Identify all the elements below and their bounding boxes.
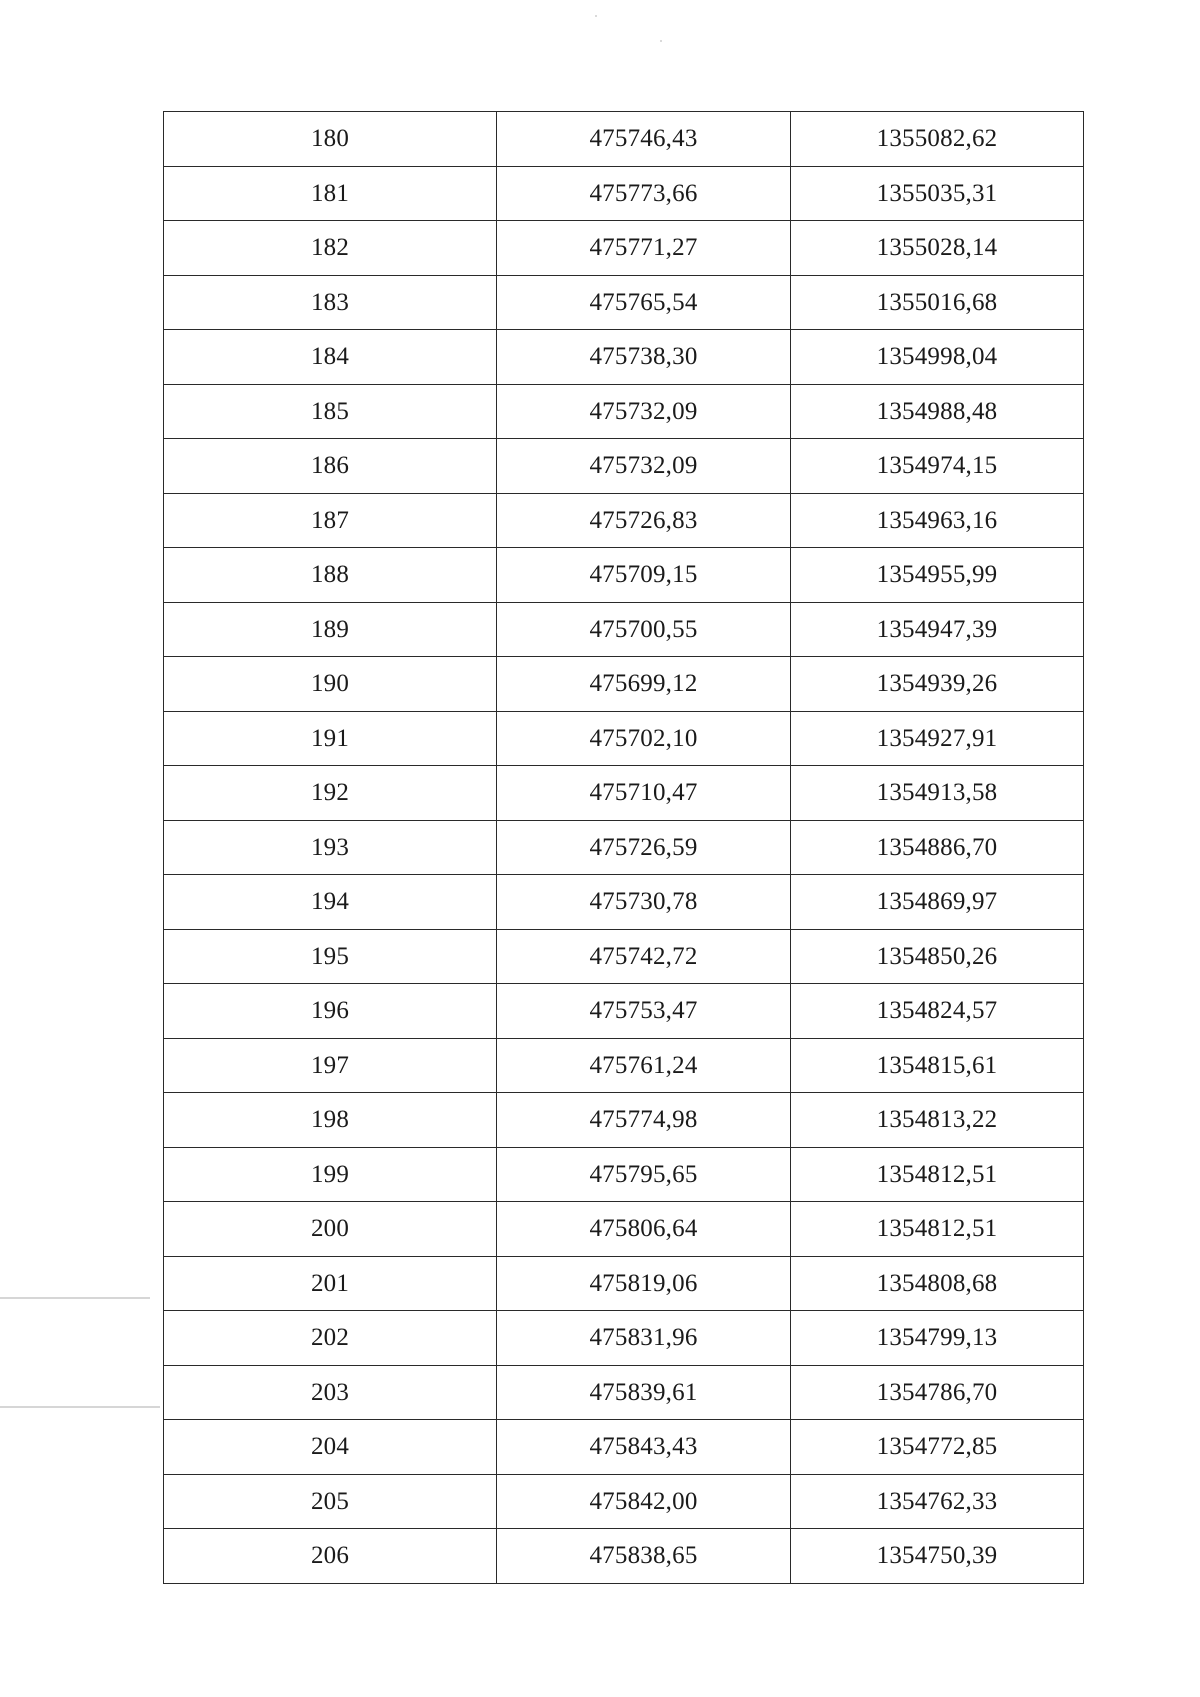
point-number-cell: 192 bbox=[164, 766, 497, 821]
table-row bbox=[164, 221, 1084, 276]
table-row bbox=[164, 275, 1084, 330]
x-coordinate-cell: 475726,59 bbox=[497, 820, 791, 875]
point-number-cell: 194 bbox=[164, 875, 497, 930]
y-coordinate-cell: 1354772,85 bbox=[791, 1420, 1084, 1475]
y-coordinate-cell: 1354799,13 bbox=[791, 1311, 1084, 1366]
y-coordinate-cell: 1354988,48 bbox=[791, 384, 1084, 439]
x-coordinate-cell: 475842,00 bbox=[497, 1474, 791, 1529]
point-number-cell: 196 bbox=[164, 984, 497, 1039]
table-row bbox=[164, 1256, 1084, 1311]
y-coordinate-cell: 1354750,39 bbox=[791, 1529, 1084, 1584]
table-row bbox=[164, 657, 1084, 712]
y-coordinate-cell: 1354927,91 bbox=[791, 711, 1084, 766]
point-number-cell: 203 bbox=[164, 1365, 497, 1420]
point-number-cell: 199 bbox=[164, 1147, 497, 1202]
point-number-cell: 193 bbox=[164, 820, 497, 875]
table-row bbox=[164, 875, 1084, 930]
table-row bbox=[164, 384, 1084, 439]
y-coordinate-cell: 1354812,51 bbox=[791, 1147, 1084, 1202]
y-coordinate-cell: 1354824,57 bbox=[791, 984, 1084, 1039]
table-row bbox=[164, 1311, 1084, 1366]
table-row bbox=[164, 820, 1084, 875]
y-coordinate-cell: 1355035,31 bbox=[791, 166, 1084, 221]
point-number-cell: 184 bbox=[164, 330, 497, 385]
x-coordinate-cell: 475774,98 bbox=[497, 1093, 791, 1148]
point-number-cell: 189 bbox=[164, 602, 497, 657]
table-row bbox=[164, 1038, 1084, 1093]
x-coordinate-cell: 475843,43 bbox=[497, 1420, 791, 1475]
x-coordinate-cell: 475819,06 bbox=[497, 1256, 791, 1311]
x-coordinate-cell: 475742,72 bbox=[497, 929, 791, 984]
table-row bbox=[164, 711, 1084, 766]
x-coordinate-cell: 475771,27 bbox=[497, 221, 791, 276]
x-coordinate-cell: 475699,12 bbox=[497, 657, 791, 712]
y-coordinate-cell: 1354850,26 bbox=[791, 929, 1084, 984]
x-coordinate-cell: 475765,54 bbox=[497, 275, 791, 330]
table-row bbox=[164, 1147, 1084, 1202]
x-coordinate-cell: 475773,66 bbox=[497, 166, 791, 221]
y-coordinate-cell: 1354913,58 bbox=[791, 766, 1084, 821]
point-number-cell: 198 bbox=[164, 1093, 497, 1148]
table-row bbox=[164, 493, 1084, 548]
point-number-cell: 204 bbox=[164, 1420, 497, 1475]
x-coordinate-cell: 475709,15 bbox=[497, 548, 791, 603]
scan-artifact bbox=[0, 1406, 160, 1408]
scan-artifact bbox=[0, 1297, 150, 1299]
table-row bbox=[164, 166, 1084, 221]
table-row bbox=[164, 330, 1084, 385]
y-coordinate-cell: 1355016,68 bbox=[791, 275, 1084, 330]
table-row bbox=[164, 1093, 1084, 1148]
point-number-cell: 181 bbox=[164, 166, 497, 221]
table-row bbox=[164, 602, 1084, 657]
x-coordinate-cell: 475761,24 bbox=[497, 1038, 791, 1093]
y-coordinate-cell: 1354939,26 bbox=[791, 657, 1084, 712]
y-coordinate-cell: 1354998,04 bbox=[791, 330, 1084, 385]
y-coordinate-cell: 1354813,22 bbox=[791, 1093, 1084, 1148]
x-coordinate-cell: 475732,09 bbox=[497, 439, 791, 494]
x-coordinate-cell: 475726,83 bbox=[497, 493, 791, 548]
point-number-cell: 195 bbox=[164, 929, 497, 984]
x-coordinate-cell: 475700,55 bbox=[497, 602, 791, 657]
point-number-cell: 188 bbox=[164, 548, 497, 603]
table-row bbox=[164, 929, 1084, 984]
y-coordinate-cell: 1354886,70 bbox=[791, 820, 1084, 875]
table-row bbox=[164, 1365, 1084, 1420]
x-coordinate-cell: 475795,65 bbox=[497, 1147, 791, 1202]
point-number-cell: 202 bbox=[164, 1311, 497, 1366]
scan-artifact bbox=[660, 40, 662, 42]
x-coordinate-cell: 475831,96 bbox=[497, 1311, 791, 1366]
y-coordinate-cell: 1354812,51 bbox=[791, 1202, 1084, 1257]
point-number-cell: 183 bbox=[164, 275, 497, 330]
point-number-cell: 185 bbox=[164, 384, 497, 439]
x-coordinate-cell: 475753,47 bbox=[497, 984, 791, 1039]
table-row bbox=[164, 1420, 1084, 1475]
x-coordinate-cell: 475738,30 bbox=[497, 330, 791, 385]
point-number-cell: 190 bbox=[164, 657, 497, 712]
x-coordinate-cell: 475838,65 bbox=[497, 1529, 791, 1584]
table-row bbox=[164, 984, 1084, 1039]
y-coordinate-cell: 1354963,16 bbox=[791, 493, 1084, 548]
point-number-cell: 200 bbox=[164, 1202, 497, 1257]
y-coordinate-cell: 1354786,70 bbox=[791, 1365, 1084, 1420]
point-number-cell: 197 bbox=[164, 1038, 497, 1093]
point-number-cell: 201 bbox=[164, 1256, 497, 1311]
point-number-cell: 206 bbox=[164, 1529, 497, 1584]
coordinates-table bbox=[163, 111, 1084, 1584]
point-number-cell: 205 bbox=[164, 1474, 497, 1529]
y-coordinate-cell: 1354955,99 bbox=[791, 548, 1084, 603]
y-coordinate-cell: 1354815,61 bbox=[791, 1038, 1084, 1093]
y-coordinate-cell: 1354974,15 bbox=[791, 439, 1084, 494]
coordinates-table-body bbox=[164, 112, 1084, 1584]
y-coordinate-cell: 1354808,68 bbox=[791, 1256, 1084, 1311]
x-coordinate-cell: 475806,64 bbox=[497, 1202, 791, 1257]
table-row bbox=[164, 766, 1084, 821]
y-coordinate-cell: 1354947,39 bbox=[791, 602, 1084, 657]
point-number-cell: 191 bbox=[164, 711, 497, 766]
x-coordinate-cell: 475732,09 bbox=[497, 384, 791, 439]
x-coordinate-cell: 475746,43 bbox=[497, 112, 791, 167]
scan-artifact bbox=[595, 15, 597, 17]
x-coordinate-cell: 475702,10 bbox=[497, 711, 791, 766]
table-row bbox=[164, 112, 1084, 167]
table-row bbox=[164, 1474, 1084, 1529]
x-coordinate-cell: 475730,78 bbox=[497, 875, 791, 930]
y-coordinate-cell: 1354762,33 bbox=[791, 1474, 1084, 1529]
table-row bbox=[164, 1202, 1084, 1257]
point-number-cell: 187 bbox=[164, 493, 497, 548]
table-row bbox=[164, 439, 1084, 494]
table-row bbox=[164, 548, 1084, 603]
y-coordinate-cell: 1355028,14 bbox=[791, 221, 1084, 276]
table-row bbox=[164, 1529, 1084, 1584]
x-coordinate-cell: 475710,47 bbox=[497, 766, 791, 821]
y-coordinate-cell: 1354869,97 bbox=[791, 875, 1084, 930]
y-coordinate-cell: 1355082,62 bbox=[791, 112, 1084, 167]
point-number-cell: 182 bbox=[164, 221, 497, 276]
point-number-cell: 180 bbox=[164, 112, 497, 167]
x-coordinate-cell: 475839,61 bbox=[497, 1365, 791, 1420]
point-number-cell: 186 bbox=[164, 439, 497, 494]
